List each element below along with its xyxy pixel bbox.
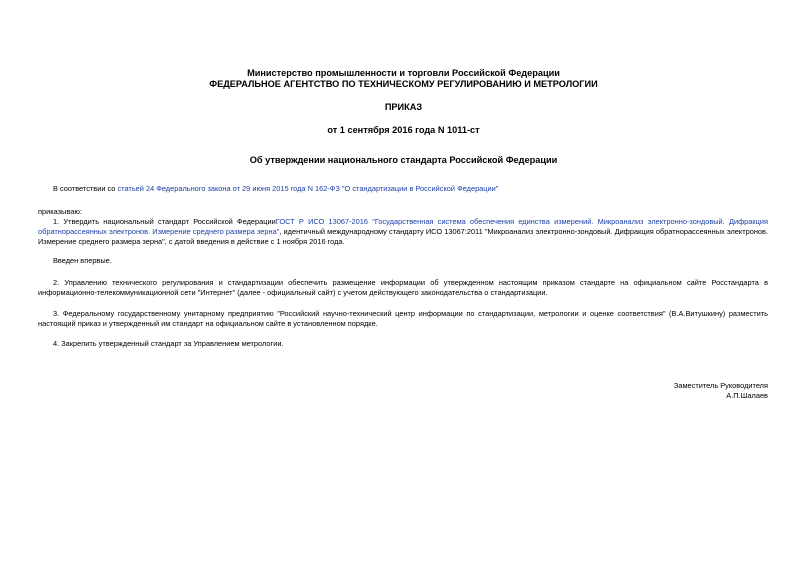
item-1-prefix: 1. Утвердить национальный стандарт Российской Федерации: [53, 217, 276, 226]
signatory-name: А.П.Шалаев: [726, 391, 768, 400]
preamble: [38, 184, 768, 194]
gost-standard-link[interactable]: ГОСТ Р ИСО 13067-2016 "Государственная система обеспечения единства измерений. Микроанализ электронно-зондовый. Дифракция обратнорассеянных электронов. Измерение среднего размера зерна": [38, 217, 768, 236]
signatory-position: Заместитель Руководителя: [673, 381, 768, 390]
item-2: 2. Управлению технического регулирования и стандартизации обеспечить размещение информации об утвержденном настоящим приказом стандарте на официальном сайте Росстандарта в информационно-телекоммуникационной сети "Интернет" (далее - официальный сайт) с учетом действующего законодательства о стандартизации.: [38, 278, 768, 297]
ministry-title: Министерство промышленности и торговли Российской Федерации: [247, 68, 560, 78]
document-type: ПРИКАЗ: [384, 102, 423, 112]
document-subject: Об утверждении национального стандарта Российской Федерации: [249, 155, 558, 165]
federal-law-link[interactable]: статьей 24 Федерального закона от 29 июня 2015 года N 162-ФЗ "О стандартизации в Российской Федерации": [117, 184, 499, 193]
date-number: от 1 сентября 2016 года N 1011-ст: [327, 125, 480, 135]
item-4: 4. Закрепить утвержденный стандарт за Управлением метрологии.: [53, 339, 284, 348]
agency-title: ФЕДЕРАЛЬНОЕ АГЕНТСТВО ПО ТЕХНИЧЕСКОМУ РЕГУЛИРОВАНИЮ И МЕТРОЛОГИИ: [209, 79, 598, 89]
item-1: [38, 217, 768, 247]
introduced-note: Введен впервые.: [53, 256, 112, 265]
order-word: приказываю:: [38, 207, 82, 216]
item-3: 3. Федеральному государственному унитарному предприятию "Российский научно-технический центр информации по стандартизации, метрологии и оценке соответствия" (В.А.Витушкину) разместить настоящий приказ и утвержденный им стандарт на официальном сайте в установленном порядке.: [38, 309, 768, 328]
preamble-prefix: В соответствии со: [53, 184, 118, 193]
item-1-suffix: , идентичный международному стандарту ИСО 13067:2011 "Микроанализ электронно-зондовый. Дифракция обратнорассеянных электронов. Измерение среднего размера зерна", с датой введения в действие с 1 ноября 2016 года.: [38, 227, 768, 246]
